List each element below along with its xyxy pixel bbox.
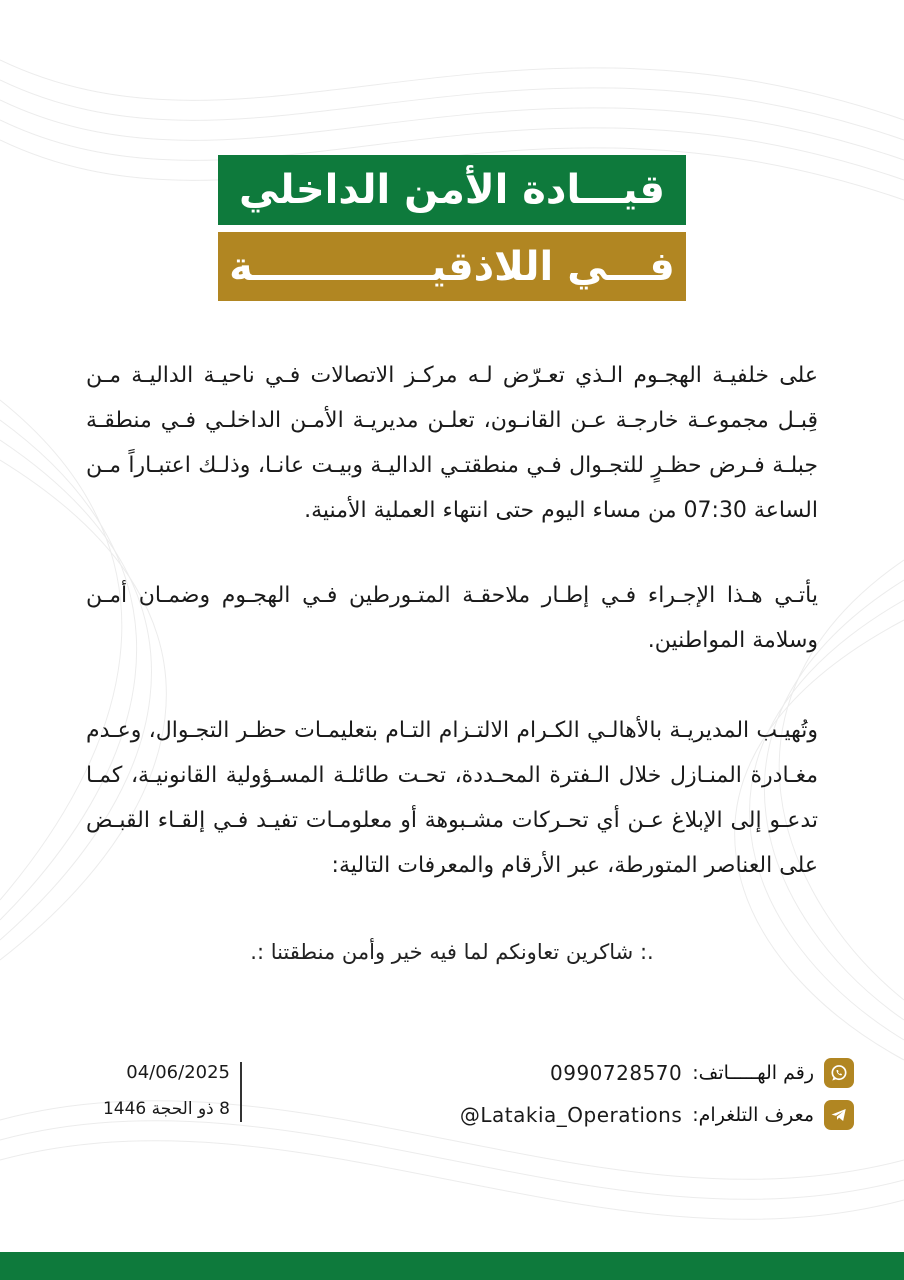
page-title: قيـــادة الأمن الداخلي — [239, 167, 665, 213]
contact-phone — [550, 1058, 854, 1088]
announcement-paragraph-3: وتُهيـب المديريـة بالأهالـي الكـرام الالتـزام التـام بتعليمـات حظـر التجـوال، وعـدم مغـادرة المنـازل خلال الـفترة المحـددة، تحـت طائلـة المسـؤولية القانونيـة، كمـا تدعـو إلى الإبلاغ عـن أي تحـركات مشـبوهة أو معلومـات تفيـد فـي إلقـاء القبـض على العناصر المتورطة، عبر الأرقام والمعرفات التالية: — [86, 718, 818, 878]
contact-telegram — [460, 1100, 854, 1130]
hijri-date: 8 ذو الحجة 1446 — [102, 1099, 230, 1119]
telegram-handle[interactable]: @Latakia_Operations — [459, 1103, 683, 1127]
whatsapp-icon — [824, 1058, 854, 1088]
footer-bar — [0, 1252, 904, 1280]
thanks-line: .: شاكرين تعاونكم لما فيه خير وأمن منطقتنا :. — [250, 940, 654, 964]
announcement-paragraph-1: على خلفيـة الهجـوم الـذي تعـرّض لـه مركـز الاتصالات فـي ناحيـة الداليـة مـن قِبـل مجموعـة خارجـة عـن القانـون، تعلـن مديريـة الأمـن الداخلـي فـي منطقـة جبلـة فـرض حظـرٍ للتجـوال فـي منطقتـي الداليـة وبيـت عانـا، وذلـك اعتبـاراً مـن الساعة 07:30 من مساء اليوم حتى انتهاء العملية الأمنية. — [86, 363, 818, 523]
telegram-icon — [824, 1100, 854, 1130]
telegram-label: معرف التلغرام: — [692, 1104, 814, 1126]
announcement-paragraph-2: يأتـي هـذا الإجـراء فـي إطـار ملاحقـة المتـورطين فـي الهجـوم وضمـان أمـن وسلامة المواطنين. — [86, 583, 818, 653]
title-banner-gold — [218, 232, 686, 301]
title-banner-green — [218, 155, 686, 225]
phone-label: رقم الهـــــاتف: — [692, 1062, 814, 1084]
page-subtitle: فـــي اللاذقيـــــــــــــة — [229, 243, 675, 290]
date-divider — [240, 1062, 242, 1122]
gregorian-date: 04/06/2025 — [126, 1062, 230, 1083]
phone-number[interactable]: 0990728570 — [550, 1061, 683, 1085]
